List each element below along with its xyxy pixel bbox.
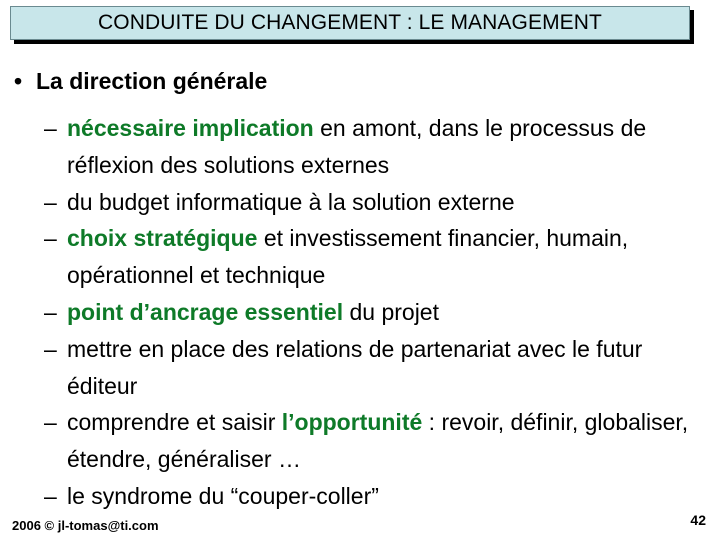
main-bullet-text: La direction générale [36, 68, 268, 94]
list-item [44, 220, 714, 294]
main-bullet [14, 68, 267, 95]
highlight-text: l’opportunité [281, 409, 423, 436]
list-item [44, 404, 714, 478]
slide-title: CONDUITE DU CHANGEMENT : LE MANAGEMENT [98, 11, 602, 34]
bullet-icon: • [14, 68, 23, 94]
item-text: du projet [343, 298, 439, 325]
highlight-text: choix stratégique [67, 225, 258, 252]
page-number: 42 [690, 512, 706, 528]
slide-title-box [10, 6, 690, 40]
sub-bullet-list [44, 110, 714, 515]
list-item [44, 110, 714, 184]
dash-icon: – [44, 335, 57, 362]
list-item [44, 478, 714, 515]
footer-copyright: 2006 © jl-tomas@ti.com [12, 518, 159, 533]
item-text: comprendre et saisir [67, 409, 282, 436]
item-text: et investissement financier, humain, opérationnel et technique [67, 225, 629, 289]
dash-icon: – [44, 409, 57, 436]
dash-icon: – [44, 115, 57, 141]
list-item [44, 184, 714, 221]
list-item [44, 294, 714, 331]
item-text: en amont, dans le processus de réflexion des solutions externes [67, 115, 647, 178]
item-text: du budget informatique à la solution externe [67, 188, 515, 215]
list-item [44, 331, 714, 405]
highlight-text: nécessaire implication [67, 115, 314, 141]
item-text: le syndrome du “couper-coller” [67, 482, 379, 509]
highlight-text: point d’ancrage essentiel [67, 298, 344, 325]
dash-icon: – [44, 482, 57, 509]
item-text: : revoir, définir, globaliser, étendre, généraliser … [67, 409, 689, 473]
dash-icon: – [44, 188, 57, 215]
dash-icon: – [44, 298, 57, 325]
item-text: mettre en place des relations de partenariat avec le futur éditeur [67, 335, 643, 399]
dash-icon: – [44, 225, 57, 252]
